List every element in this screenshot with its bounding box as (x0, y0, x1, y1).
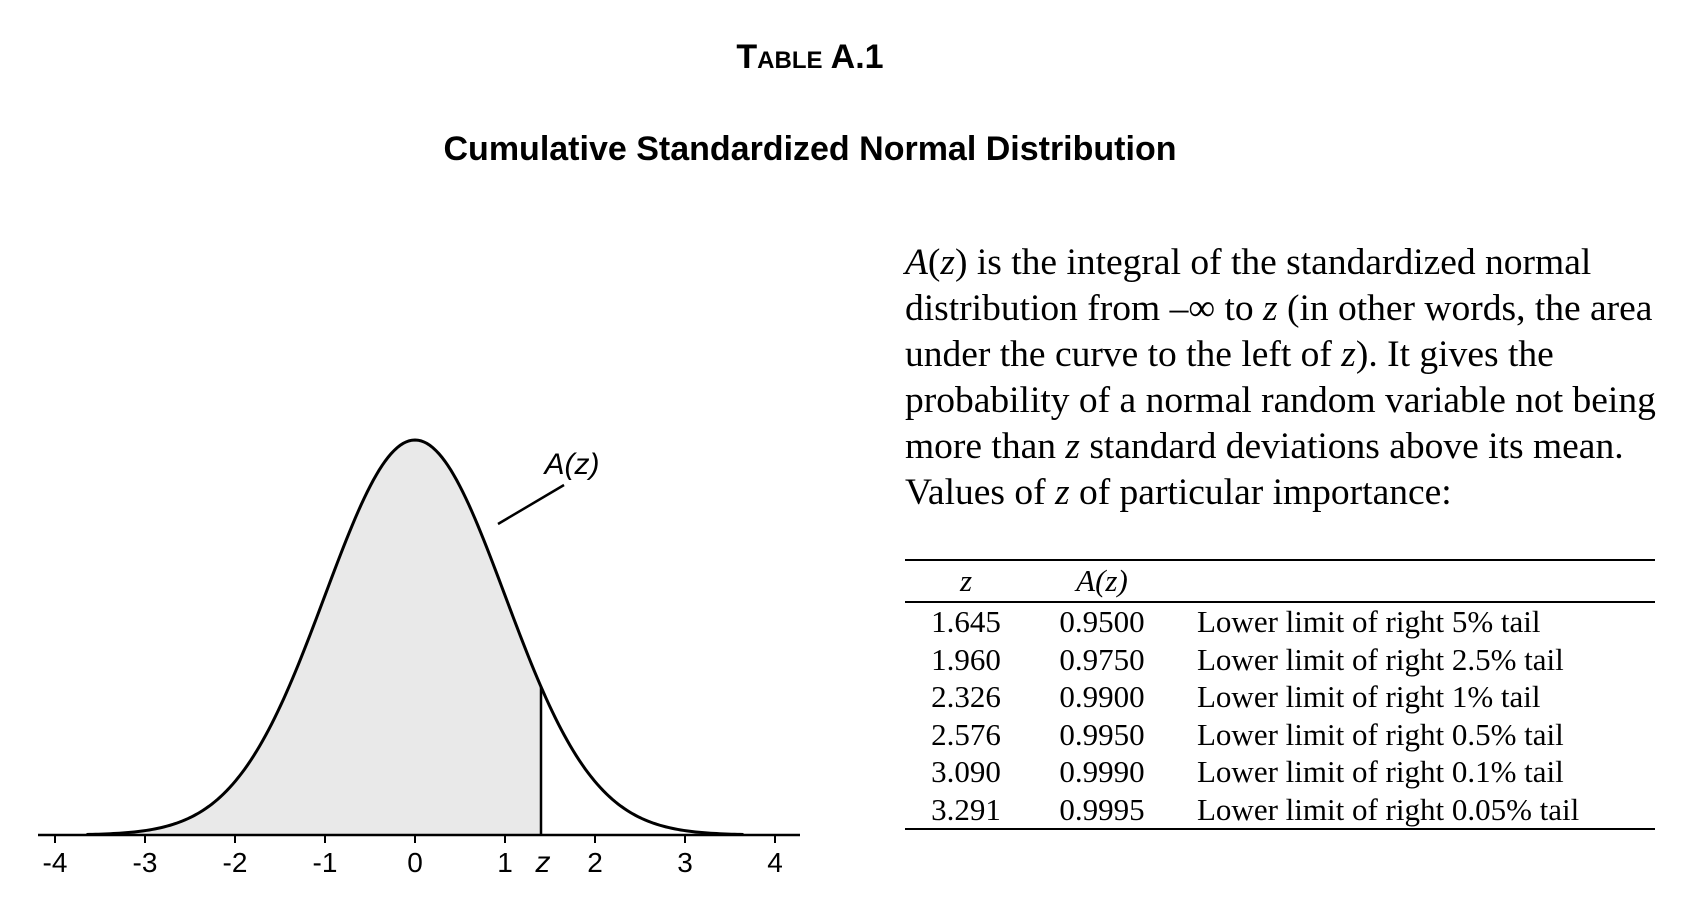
normal-curve-figure (0, 400, 840, 900)
cell-desc: Lower limit of right 0.5% tail (1197, 716, 1564, 752)
cell-a: 0.9750 (1059, 641, 1145, 677)
x-tick-label: -4 (42, 847, 68, 878)
area-leader-line (498, 485, 564, 524)
table-row (905, 753, 1655, 791)
header-z: z (905, 560, 1027, 602)
cell-z: 2.576 (931, 716, 1001, 752)
cell-a: 0.9950 (1059, 716, 1145, 752)
x-tick-label: -1 (312, 847, 338, 878)
z-values-table (905, 559, 1655, 830)
x-tick-label: 4 (767, 847, 783, 878)
x-tick-label: 2 (587, 847, 603, 878)
cell-a: 0.9900 (1059, 679, 1145, 714)
cell-z: 3.291 (905, 791, 1027, 830)
cell-desc: Lower limit of right 2.5% tail (1197, 641, 1564, 677)
cell-desc: Lower limit of right 0.1% tail (1197, 754, 1564, 789)
header-desc (1177, 560, 1655, 602)
description-paragraph: A(z) is the integral of the standardized normal distribution from –∞ to z (in other words, the area under the curve to the left of z). It gives the probability of a normal random variable not being more than z standard deviations above its mean. Values of z of particular importance: (905, 242, 1656, 513)
x-axis-ticks (43, 835, 783, 878)
x-tick-label: -2 (222, 847, 248, 878)
cell-z: 2.326 (931, 679, 1001, 714)
cell-a: 0.9990 (1059, 754, 1145, 789)
cell-a: 0.9500 (1059, 604, 1145, 639)
cell-desc: Lower limit of right 5% tail (1197, 604, 1541, 639)
cell-z: 1.645 (931, 604, 1001, 639)
x-tick-label: 0 (407, 847, 423, 878)
table-label: Table A.1 (736, 38, 884, 76)
page-title: Cumulative Standardized Normal Distribution (443, 130, 1177, 168)
table-row (905, 678, 1655, 716)
table-row (905, 602, 1655, 641)
cell-z: 1.960 (931, 641, 1001, 677)
x-tick-label: 3 (677, 847, 693, 878)
cell-desc: Lower limit of right 1% tail (1197, 679, 1541, 714)
table-row (905, 791, 1655, 830)
cell-a: 0.9995 (1027, 791, 1177, 830)
z-axis-marker-label: z (535, 846, 551, 879)
x-tick-label: 1 (497, 847, 513, 878)
z-values-table-container (905, 559, 1655, 830)
x-tick-label: -3 (132, 847, 158, 878)
cell-z: 3.090 (931, 754, 1001, 789)
table-row (905, 641, 1655, 679)
cell-desc: Lower limit of right 0.05% tail (1177, 791, 1655, 830)
header-a: A(z) (1027, 560, 1177, 602)
area-label: A(z) (544, 448, 600, 481)
table-header-row (905, 560, 1655, 602)
table-row (905, 716, 1655, 754)
shaded-area (87, 440, 542, 835)
